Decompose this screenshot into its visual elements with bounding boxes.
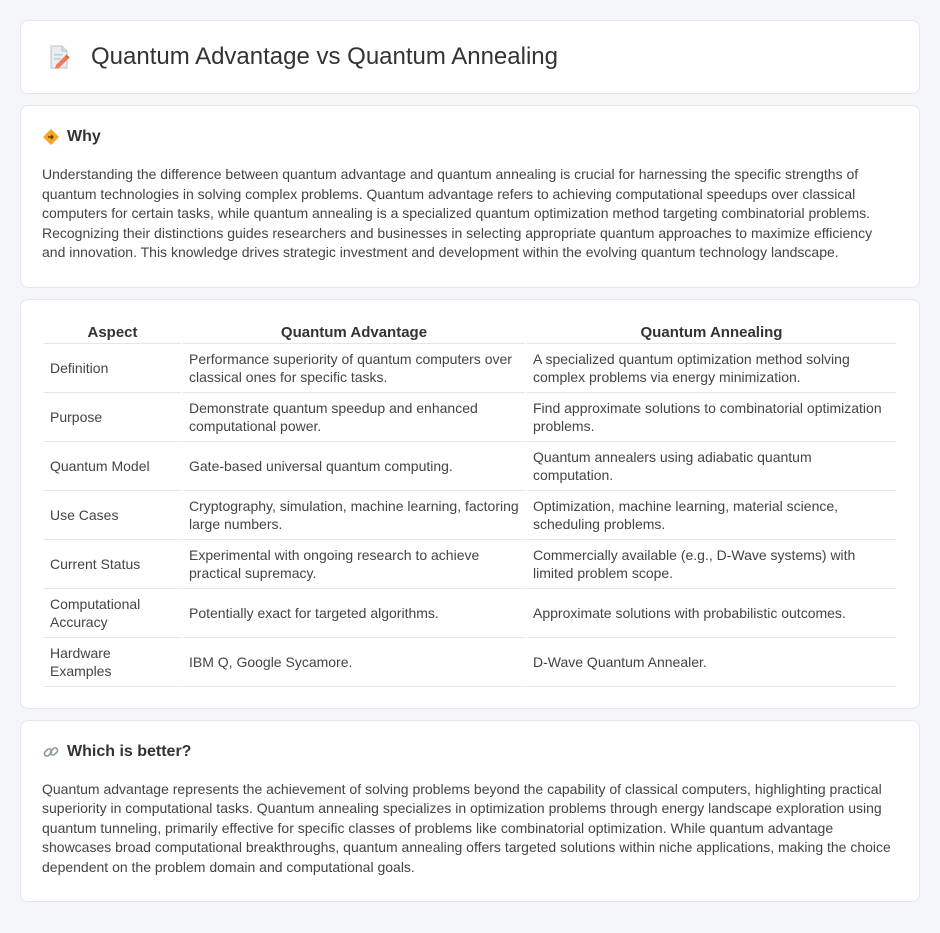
table-row [44, 638, 896, 687]
which-better-section [20, 720, 920, 903]
cell-aspect: Definition [44, 344, 181, 393]
table-row [44, 393, 896, 442]
cell-aspect: Purpose [44, 393, 181, 442]
cell-advantage: Potentially exact for targeted algorithms. [183, 589, 525, 638]
cell-annealing: D-Wave Quantum Annealer. [527, 638, 896, 687]
cell-advantage: Gate-based universal quantum computing. [183, 442, 525, 491]
page-title: Quantum Advantage vs Quantum Annealing [91, 43, 558, 70]
table-row [44, 540, 896, 589]
cell-advantage: Experimental with ongoing research to achieve practical supremacy. [183, 540, 525, 589]
link-icon [42, 743, 60, 761]
table-row [44, 491, 896, 540]
cell-annealing: Quantum annealers using adiabatic quantum computation. [527, 442, 896, 491]
which-better-heading [42, 743, 898, 761]
cell-aspect: Use Cases [44, 491, 181, 540]
header-aspect: Aspect [44, 321, 181, 344]
which-better-title: Which is better? [67, 742, 192, 760]
header-quantum-advantage: Quantum Advantage [183, 321, 525, 344]
cell-advantage: IBM Q, Google Sycamore. [183, 638, 525, 687]
table-row [44, 344, 896, 393]
header-card [20, 20, 920, 94]
cell-annealing: Optimization, machine learning, material science, scheduling problems. [527, 491, 896, 540]
cell-annealing: Approximate solutions with probabilistic outcomes. [527, 589, 896, 638]
cell-advantage: Cryptography, simulation, machine learning, factoring large numbers. [183, 491, 525, 540]
document-pencil-icon [45, 43, 73, 71]
cell-annealing: A specialized quantum optimization method solving complex problems via energy minimization. [527, 344, 896, 393]
why-title: Why [67, 128, 101, 145]
table-header-row [44, 321, 896, 344]
cell-annealing: Commercially available (e.g., D-Wave systems) with limited problem scope. [527, 540, 896, 589]
why-body: Understanding the difference between quantum advantage and quantum annealing is crucial for harnessing the specific strengths of quantum technologies in solving complex problems. Quantum advantage refers to achieving computational speedups over classical computers for certain tasks, while quantum annealing is a specialized quantum optimization method targeting combinatorial problems. Recognizing their distinctions guides researchers and businesses in selecting appropriate quantum approaches to maximize efficiency and innovation. This knowledge drives strategic investment and development within the evolving quantum technology landscape. [42, 166, 873, 260]
cell-aspect: Computational Accuracy [44, 589, 181, 638]
why-heading [42, 128, 898, 146]
cell-annealing: Find approximate solutions to combinatorial optimization problems. [527, 393, 896, 442]
table-row [44, 442, 896, 491]
comparison-table [42, 321, 898, 687]
cell-aspect: Current Status [44, 540, 181, 589]
cell-aspect: Hardware Examples [44, 638, 181, 687]
header-quantum-annealing: Quantum Annealing [527, 321, 896, 344]
comparison-table-card [20, 299, 920, 709]
cell-advantage: Performance superiority of quantum computers over classical ones for specific tasks. [183, 344, 525, 393]
cell-aspect: Quantum Model [44, 442, 181, 491]
diamond-sign-icon [42, 128, 60, 146]
cell-advantage: Demonstrate quantum speedup and enhanced computational power. [183, 393, 525, 442]
which-better-body: Quantum advantage represents the achievement of solving problems beyond the capability of classical computers, highlighting practical superiority in computational tasks. Quantum annealing specializes in optimization problems through energy landscape exploration using quantum tunneling, primarily effective for specific classes of problems like combinatorial optimization. While quantum advantage showcases broad computational breakthroughs, quantum annealing offers targeted solutions within niche applications, making the choice dependent on the problem domain and computational goals. [42, 780, 891, 875]
why-section [20, 105, 920, 288]
table-row [44, 589, 896, 638]
